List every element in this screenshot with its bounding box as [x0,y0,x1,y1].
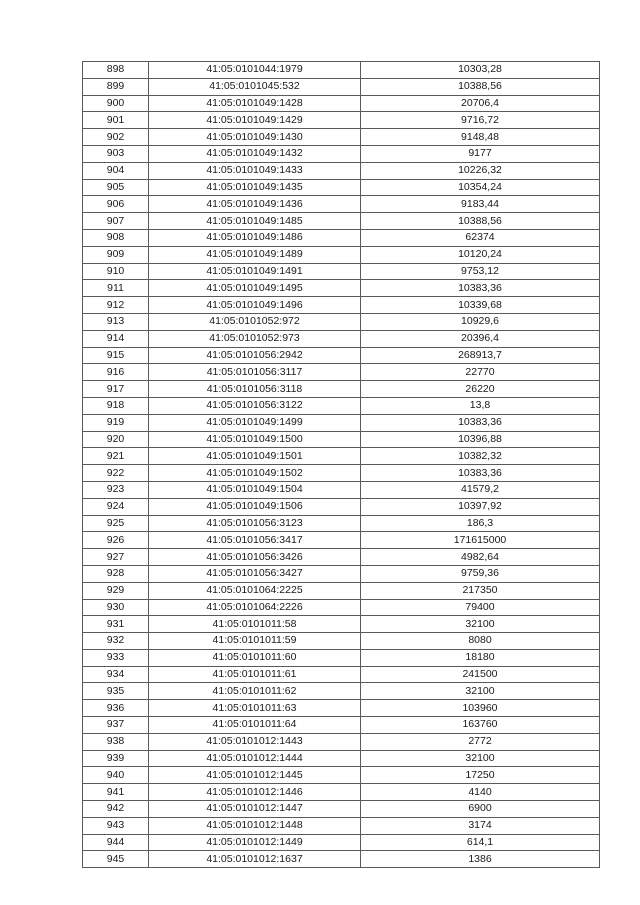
value-cell: 17250 [361,767,600,784]
value-cell: 79400 [361,599,600,616]
value-cell: 26220 [361,381,600,398]
cadastral-number-cell: 41:05:0101049:1499 [149,414,361,431]
cadastral-number-cell: 41:05:0101056:2942 [149,347,361,364]
row-number-cell: 914 [83,330,149,347]
value-cell: 614,1 [361,834,600,851]
row-number-cell: 908 [83,229,149,246]
cadastral-number-cell: 41:05:0101049:1491 [149,263,361,280]
table-row [83,145,600,162]
cadastral-number-cell: 41:05:0101056:3417 [149,532,361,549]
cadastral-number-cell: 41:05:0101056:3117 [149,364,361,381]
row-number-cell: 899 [83,78,149,95]
cadastral-number-cell: 41:05:0101049:1506 [149,498,361,515]
cadastral-number-cell: 41:05:0101049:1486 [149,229,361,246]
value-cell: 4982,64 [361,549,600,566]
table-row [83,515,600,532]
row-number-cell: 903 [83,145,149,162]
value-cell: 32100 [361,683,600,700]
cadastral-number-cell: 41:05:0101049:1489 [149,246,361,263]
row-number-cell: 945 [83,851,149,868]
table-row [83,565,600,582]
cadastral-number-cell: 41:05:0101011:64 [149,717,361,734]
value-cell: 9177 [361,145,600,162]
table-row [83,330,600,347]
row-number-cell: 938 [83,733,149,750]
cadastral-number-cell: 41:05:0101049:1485 [149,213,361,230]
table-row [83,817,600,834]
value-cell: 9753,12 [361,263,600,280]
row-number-cell: 932 [83,633,149,650]
row-number-cell: 926 [83,532,149,549]
row-number-cell: 906 [83,196,149,213]
table-row [83,633,600,650]
row-number-cell: 937 [83,717,149,734]
cadastral-number-cell: 41:05:0101049:1432 [149,145,361,162]
table-row [83,851,600,868]
table-row [83,733,600,750]
row-number-cell: 905 [83,179,149,196]
table-row [83,179,600,196]
row-number-cell: 934 [83,666,149,683]
table-row [83,78,600,95]
table-row [83,196,600,213]
table-row [83,717,600,734]
table-row [83,666,600,683]
row-number-cell: 912 [83,297,149,314]
cadastral-number-cell: 41:05:0101064:2226 [149,599,361,616]
cadastral-number-cell: 41:05:0101045:532 [149,78,361,95]
cadastral-number-cell: 41:05:0101012:1448 [149,817,361,834]
table-row [83,532,600,549]
row-number-cell: 900 [83,95,149,112]
cadastral-number-cell: 41:05:0101049:1502 [149,465,361,482]
table-row [83,649,600,666]
value-cell: 20396,4 [361,330,600,347]
value-cell: 163760 [361,717,600,734]
cadastral-number-cell: 41:05:0101052:973 [149,330,361,347]
cadastral-number-cell: 41:05:0101049:1430 [149,129,361,146]
value-cell: 103960 [361,700,600,717]
document-page [82,61,599,868]
cadastral-number-cell: 41:05:0101049:1433 [149,162,361,179]
table-row [83,582,600,599]
value-cell: 13,8 [361,397,600,414]
cadastral-number-cell: 41:05:0101049:1501 [149,448,361,465]
row-number-cell: 924 [83,498,149,515]
table-row [83,498,600,515]
value-cell: 32100 [361,616,600,633]
cadastral-value-table [82,61,600,868]
value-cell: 10929,6 [361,313,600,330]
value-cell: 9759,36 [361,565,600,582]
table-row [83,62,600,79]
table-row [83,397,600,414]
row-number-cell: 923 [83,481,149,498]
value-cell: 10383,36 [361,465,600,482]
table-row [83,549,600,566]
row-number-cell: 944 [83,834,149,851]
value-cell: 10354,24 [361,179,600,196]
table-row [83,431,600,448]
table-row [83,414,600,431]
row-number-cell: 919 [83,414,149,431]
row-number-cell: 916 [83,364,149,381]
row-number-cell: 915 [83,347,149,364]
value-cell: 8080 [361,633,600,650]
cadastral-number-cell: 41:05:0101011:58 [149,616,361,633]
cadastral-number-cell: 41:05:0101049:1428 [149,95,361,112]
cadastral-number-cell: 41:05:0101011:60 [149,649,361,666]
row-number-cell: 935 [83,683,149,700]
table-row [83,95,600,112]
cadastral-number-cell: 41:05:0101011:62 [149,683,361,700]
row-number-cell: 941 [83,784,149,801]
table-row [83,683,600,700]
table-row [83,784,600,801]
table-row [83,213,600,230]
table-row [83,347,600,364]
cadastral-number-cell: 41:05:0101049:1495 [149,280,361,297]
value-cell: 3174 [361,817,600,834]
value-cell: 32100 [361,750,600,767]
table-row [83,599,600,616]
table-row [83,280,600,297]
table-row [83,616,600,633]
row-number-cell: 929 [83,582,149,599]
cadastral-number-cell: 41:05:0101012:1449 [149,834,361,851]
row-number-cell: 931 [83,616,149,633]
row-number-cell: 913 [83,313,149,330]
table-row [83,465,600,482]
table-row [83,767,600,784]
value-cell: 10226,32 [361,162,600,179]
cadastral-number-cell: 41:05:0101064:2225 [149,582,361,599]
cadastral-number-cell: 41:05:0101056:3122 [149,397,361,414]
row-number-cell: 910 [83,263,149,280]
value-cell: 2772 [361,733,600,750]
table-row [83,129,600,146]
value-cell: 22770 [361,364,600,381]
cadastral-number-cell: 41:05:0101012:1444 [149,750,361,767]
table-row [83,112,600,129]
table-row [83,481,600,498]
table-row [83,162,600,179]
row-number-cell: 933 [83,649,149,666]
row-number-cell: 925 [83,515,149,532]
value-cell: 10382,32 [361,448,600,465]
row-number-cell: 930 [83,599,149,616]
value-cell: 20706,4 [361,95,600,112]
table-row [83,297,600,314]
cadastral-number-cell: 41:05:0101049:1436 [149,196,361,213]
row-number-cell: 936 [83,700,149,717]
row-number-cell: 942 [83,801,149,818]
row-number-cell: 943 [83,817,149,834]
table-row [83,246,600,263]
value-cell: 10120,24 [361,246,600,263]
cadastral-number-cell: 41:05:0101056:3427 [149,565,361,582]
value-cell: 9183,44 [361,196,600,213]
value-cell: 241500 [361,666,600,683]
value-cell: 10397,92 [361,498,600,515]
row-number-cell: 917 [83,381,149,398]
value-cell: 6900 [361,801,600,818]
cadastral-number-cell: 41:05:0101056:3123 [149,515,361,532]
value-cell: 10383,36 [361,280,600,297]
table-body [83,62,600,868]
table-row [83,801,600,818]
cadastral-number-cell: 41:05:0101011:59 [149,633,361,650]
cadastral-number-cell: 41:05:0101049:1496 [149,297,361,314]
table-row [83,313,600,330]
value-cell: 10303,28 [361,62,600,79]
table-row [83,263,600,280]
value-cell: 10388,56 [361,78,600,95]
value-cell: 18180 [361,649,600,666]
cadastral-number-cell: 41:05:0101044:1979 [149,62,361,79]
row-number-cell: 902 [83,129,149,146]
value-cell: 9716,72 [361,112,600,129]
row-number-cell: 904 [83,162,149,179]
cadastral-number-cell: 41:05:0101049:1435 [149,179,361,196]
value-cell: 1386 [361,851,600,868]
table-row [83,834,600,851]
cadastral-number-cell: 41:05:0101012:1637 [149,851,361,868]
row-number-cell: 922 [83,465,149,482]
cadastral-number-cell: 41:05:0101011:61 [149,666,361,683]
cadastral-number-cell: 41:05:0101012:1446 [149,784,361,801]
value-cell: 62374 [361,229,600,246]
cadastral-number-cell: 41:05:0101049:1429 [149,112,361,129]
value-cell: 10339,68 [361,297,600,314]
table-row [83,229,600,246]
cadastral-number-cell: 41:05:0101049:1500 [149,431,361,448]
value-cell: 268913,7 [361,347,600,364]
row-number-cell: 898 [83,62,149,79]
cadastral-number-cell: 41:05:0101056:3426 [149,549,361,566]
row-number-cell: 901 [83,112,149,129]
cadastral-number-cell: 41:05:0101052:972 [149,313,361,330]
value-cell: 186,3 [361,515,600,532]
row-number-cell: 911 [83,280,149,297]
table-row [83,364,600,381]
row-number-cell: 939 [83,750,149,767]
value-cell: 41579,2 [361,481,600,498]
value-cell: 217350 [361,582,600,599]
value-cell: 10388,56 [361,213,600,230]
value-cell: 9148,48 [361,129,600,146]
row-number-cell: 907 [83,213,149,230]
row-number-cell: 927 [83,549,149,566]
table-row [83,448,600,465]
value-cell: 4140 [361,784,600,801]
value-cell: 10383,36 [361,414,600,431]
row-number-cell: 921 [83,448,149,465]
table-row [83,700,600,717]
row-number-cell: 909 [83,246,149,263]
cadastral-number-cell: 41:05:0101012:1445 [149,767,361,784]
cadastral-number-cell: 41:05:0101049:1504 [149,481,361,498]
table-row [83,750,600,767]
cadastral-number-cell: 41:05:0101056:3118 [149,381,361,398]
row-number-cell: 928 [83,565,149,582]
value-cell: 10396,88 [361,431,600,448]
cadastral-number-cell: 41:05:0101011:63 [149,700,361,717]
row-number-cell: 940 [83,767,149,784]
row-number-cell: 920 [83,431,149,448]
value-cell: 171615000 [361,532,600,549]
table-row [83,381,600,398]
row-number-cell: 918 [83,397,149,414]
cadastral-number-cell: 41:05:0101012:1447 [149,801,361,818]
cadastral-number-cell: 41:05:0101012:1443 [149,733,361,750]
